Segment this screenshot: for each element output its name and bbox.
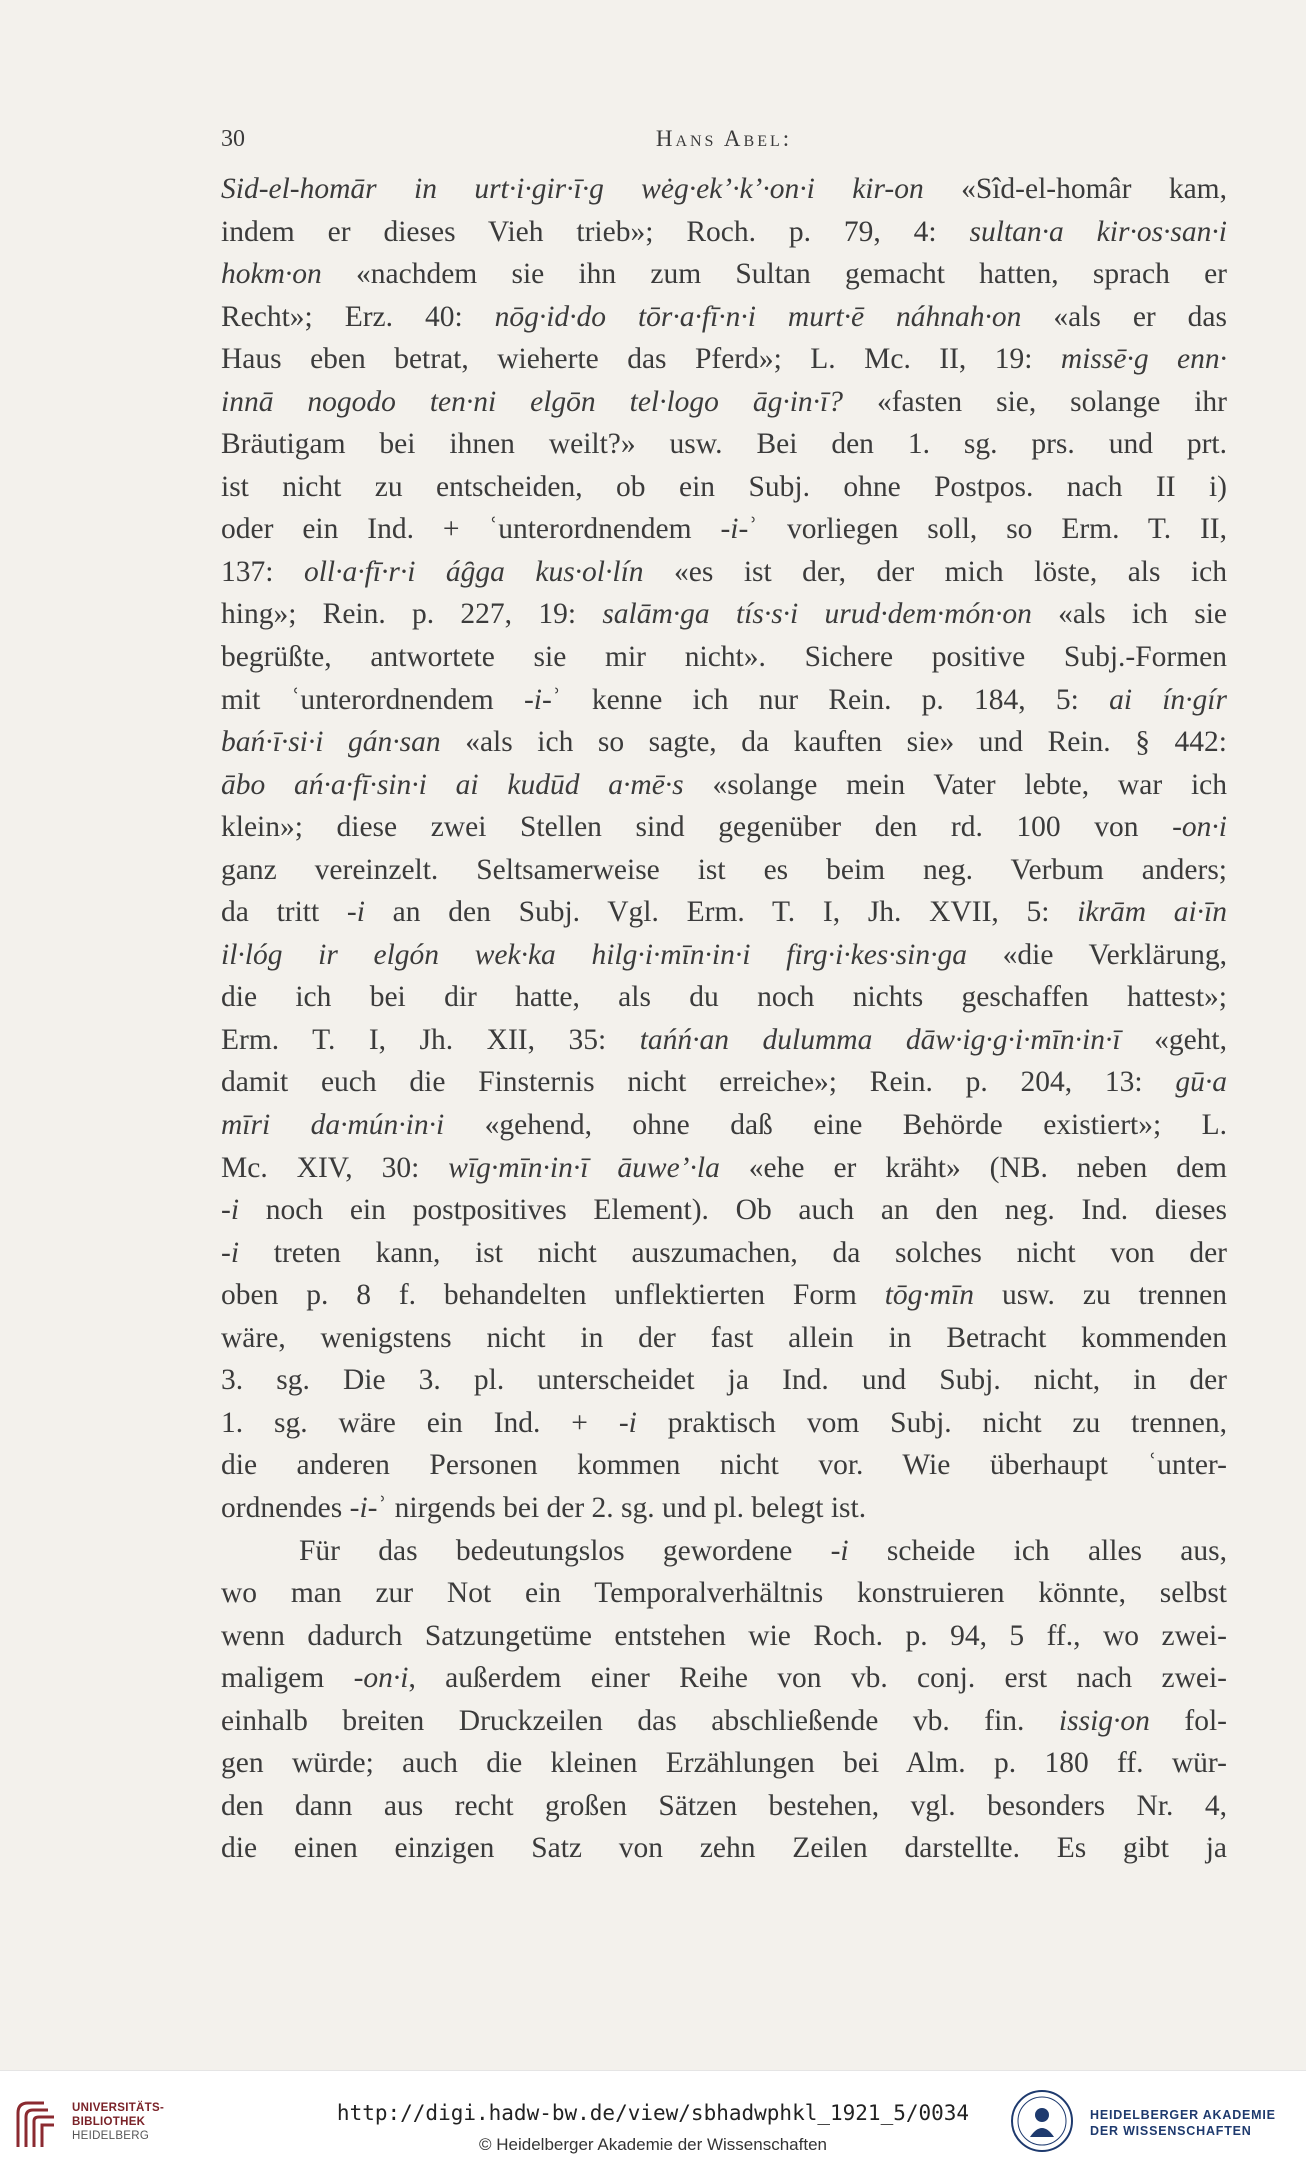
italic-text-run: Sid-el-homār in urt·i·gir·ī·g wėg·ek’·k’·on·i kir-on [221,173,924,205]
italic-text-run: ikrām ai·īn [1077,896,1227,929]
text-line [221,466,1227,509]
italic-text-run: innā nogodo ten·ni elgōn tel·logo āg·in·ī? [221,385,844,418]
italic-text-run: -i- [349,1491,378,1524]
text-run: begrüßte, antwortete sie mir nicht». Sichere positive Subj.-Formen [221,641,1227,674]
text-line [221,1444,1227,1487]
text-run: ist nicht zu entscheiden, ob ein Subj. ohne Postpos. nach II i) [221,470,1227,503]
text-line [221,1317,1227,1360]
italic-text-run: issig·on [1058,1704,1150,1737]
italic-text-run: missē·g enn· [1060,343,1227,376]
text-run: «als ich sie [1031,598,1227,631]
text-run: wäre, wenigstens nicht in der fast allein in Betracht kommenden [221,1321,1227,1354]
footer-bar [0,2070,1306,2170]
text-line [221,338,1227,381]
text-line [221,679,1227,722]
text-run: gen würde; auch die kleinen Erzählungen bei Alm. p. 180 ff. wür- [221,1747,1227,1780]
italic-text-run: -i [221,1236,240,1269]
italic-text-run: -i [346,896,365,929]
text-run: «es ist der, der mich löste, als ich [643,555,1227,588]
text-run: «als er das [1021,300,1227,333]
text-run: indem er dieses Vieh trieb»; Roch. p. 79, 4: [221,215,970,248]
text-line [221,1785,1227,1828]
text-run: ordnendes [221,1491,350,1524]
text-line [221,1019,1227,1062]
text-run: an den Subj. Vgl. Erm. T. I, Jh. XVII, 5: [364,896,1078,929]
text-line [221,168,1227,211]
text-line [221,551,1227,594]
text-line [221,721,1227,764]
library-line-3: HEIDELBERG [72,2130,150,2142]
italic-text-run: -on·i [353,1662,409,1695]
text-run: die ich bei dir hatte, als du noch nichts geschaffen hattest»; [221,981,1227,1014]
text-line [221,849,1227,892]
page-number: 30 [221,126,245,152]
text-line [221,1530,1227,1573]
text-line [221,891,1227,934]
library-line-1: UNIVERSITÄTS- [72,2102,165,2114]
text-run: Recht»; Erz. 40: [221,300,495,333]
italic-text-run: il·lóg ir elgón wek·ka hilg·i·mīn·in·i firg·i·kes·sin·ga [221,938,967,971]
text-run: klein»; diese zwei Stellen sind gegenüber den rd. 100 von [221,811,1173,844]
text-run: oder ein Ind. + ʿunterordnendem [221,513,721,546]
text-run: den dann aus recht großen Sätzen bestehen, vgl. besonders Nr. 4, [221,1789,1227,1822]
text-line [221,1487,1227,1530]
text-line [221,1742,1227,1785]
text-line [221,1700,1227,1743]
text-line [221,593,1227,636]
text-run: «ehe er kräht» (NB. neben dem [719,1151,1227,1184]
text-run: damit euch die Finsternis nicht erreiche»; Rein. p. 204, 13: [221,1066,1176,1099]
italic-text-run: nōg·id·do tōr·a·fī·n·i murt·ē náhnah·on [494,300,1022,333]
italic-text-run: sultan·a kir·os·san·i [969,215,1227,248]
text-line [221,1189,1227,1232]
text-line [221,1827,1227,1870]
text-line [221,1359,1227,1402]
text-run: da tritt [221,896,347,929]
text-run: «die Verklärung, [966,938,1227,971]
source-url-link[interactable]: http://digi.hadw-bw.de/view/sbhadwphkl_1921_5/0034 [336,2101,970,2125]
italic-text-run: gū·a [1175,1066,1227,1099]
text-run: noch ein postpositives Element). Ob auch an den neg. Ind. dieses [239,1194,1227,1227]
text-run: die anderen Personen kommen nicht vor. Wie überhaupt ʿunter- [221,1449,1227,1482]
text-run: oben p. 8 f. behandelten unflektierten Form [221,1279,885,1312]
text-run: usw. zu trennen [974,1279,1227,1312]
text-line [221,976,1227,1019]
text-run: praktisch vom Subj. nicht zu trennen, [636,1406,1227,1439]
text-line [221,1572,1227,1615]
italic-text-run: ai ín·gír [1109,683,1227,716]
text-run: Für das bedeutungslos gewordene [299,1534,831,1567]
text-line [221,1657,1227,1700]
text-line [221,1615,1227,1658]
text-line [221,423,1227,466]
text-line [221,636,1227,679]
text-run: Haus eben betrat, wieherte das Pferd»; L. Mc. II, 19: [221,343,1061,376]
italic-text-run: -i- [523,683,552,716]
text-line [221,211,1227,254]
text-run: Bräutigam bei ihnen weilt?» usw. Bei den 1. sg. prs. und prt. [221,428,1227,461]
text-run: ganz vereinzelt. Seltsamerweise ist es beim neg. Verbum anders; [221,853,1227,886]
text-run: 137: [221,555,304,588]
text-run: Mc. XIV, 30: [221,1151,449,1184]
italic-text-run: oll·a·fī·r·i ág̑ga kus·ol·lín [303,555,644,588]
text-run: wenn dadurch Satzungetüme entstehen wie Roch. p. 94, 5 ff., wo zwei- [221,1619,1227,1652]
text-run: 3. sg. Die 3. pl. unterscheidet ja Ind. und Subj. nicht, in der [221,1364,1227,1397]
text-run: hing»; Rein. p. 227, 19: [221,598,603,631]
italic-text-run: tōg·mīn [884,1279,975,1312]
italic-text-run: -i [618,1406,637,1439]
text-run: fol- [1149,1704,1227,1737]
text-run: «geht, [1120,1023,1227,1056]
body-text [221,168,1227,1870]
academy-name [1090,2107,1276,2139]
text-run: die einen einzigen Satz von zehn Zeilen darstellte. Es gibt ja [221,1832,1227,1865]
text-run: scheide ich alles aus, [848,1534,1227,1567]
library-line-2: BIBLIOTHEK [72,2116,146,2128]
copyright-notice: © Heidelberger Akademie der Wissenschaften [479,2135,827,2154]
text-line [221,1402,1227,1445]
text-run: «nachdem sie ihn zum Sultan gemacht hatten, sprach er [321,258,1227,291]
italic-text-run: ābo ań·a·fī·sin·i ai kudūd a·mē·s [221,768,684,801]
text-line [221,508,1227,551]
italic-text-run: -i [221,1194,240,1227]
text-run: «Sîd-el-homâr kam, [923,173,1227,205]
text-run: ʾ vorliegen soll, so Erm. T. II, [748,513,1227,546]
academy-line-2: DER WISSENSCHAFTEN [1090,2124,1252,2138]
italic-text-run: wīg·mīn·in·ī āuwe’·la [448,1151,720,1184]
italic-text-run: -i [830,1534,849,1567]
text-run: ʾ nirgends bei der 2. sg. und pl. belegt ist. [377,1491,867,1524]
text-run: maligem [221,1662,354,1695]
text-run: «als ich so sagte, da kauften sie» und Rein. § 442: [440,726,1227,759]
italic-text-run: -on·i [1172,811,1227,844]
text-line [221,1104,1227,1147]
italic-text-run: bań·ī·si·i gán·san [221,726,441,759]
text-run: , außerdem einer Reihe von vb. conj. erst nach zwei- [408,1662,1227,1695]
italic-text-run: tańń·an dulumma dāw·ig·g·i·mīn·in·ī [639,1023,1121,1056]
italic-text-run: mīri da·mún·in·i [221,1109,445,1142]
page-header [221,126,1227,156]
text-line [221,764,1227,807]
text-run: Erm. T. I, Jh. XII, 35: [221,1023,640,1056]
text-line [221,806,1227,849]
italic-text-run: hokm·on [221,258,322,291]
text-line [221,934,1227,977]
text-line [221,381,1227,424]
text-line [221,1147,1227,1190]
text-run: «fasten sie, solange ihr [843,385,1227,418]
text-line [221,296,1227,339]
text-run: mit ʿunterordnendem [221,683,524,716]
text-run: ʾ kenne ich nur Rein. p. 184, 5: [551,683,1110,716]
text-run: 1. sg. wäre ein Ind. + [221,1406,619,1439]
text-line [221,1274,1227,1317]
academy-seal-icon [1010,2089,1074,2153]
italic-text-run: -i- [720,513,749,546]
text-line [221,1232,1227,1275]
text-line [221,253,1227,296]
italic-text-run: salām·ga tís·s·i urud·dem·món·on [602,598,1032,631]
text-run: wo man zur Not ein Temporalverhältnis konstruieren könnte, selbst [221,1577,1227,1610]
running-title: Hans Abel: [655,126,793,151]
academy-line-1: HEIDELBERGER AKADEMIE [1090,2108,1276,2122]
text-run: einhalb breiten Druckzeilen das abschließende vb. fin. [221,1704,1059,1737]
text-run: «gehend, ohne daß eine Behörde existiert»; L. [444,1109,1227,1142]
text-line [221,1061,1227,1104]
text-run: «solange mein Vater lebte, war ich [683,768,1227,801]
text-run: treten kann, ist nicht auszumachen, da solches nicht von der [239,1236,1227,1269]
